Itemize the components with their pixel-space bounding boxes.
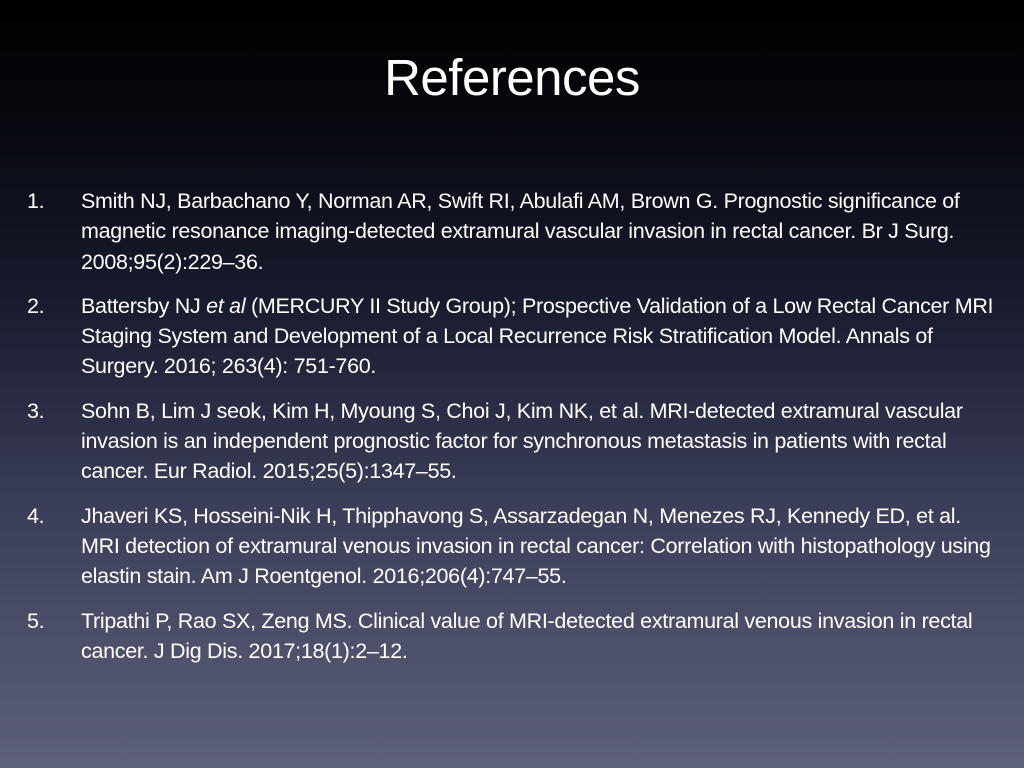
reference-item-4 [0,501,1024,592]
reference-text: Tripathi P, Rao SX, Zeng MS. Clinical value of MRI-detected extramural venous invasion in rectal cancer. J Dig Dis. 2017;18(1):2–12. [81,608,973,663]
reference-list [0,186,1024,680]
reference-item-2 [0,291,1024,382]
reference-text-italic: et al [206,293,246,318]
slide-title: References [384,49,640,106]
reference-item-1 [0,186,1024,277]
reference-item-3 [0,396,1024,487]
reference-number: 1. [27,189,45,213]
reference-number: 3. [27,398,45,423]
reference-number: 5. [27,608,45,633]
reference-text-start: Battersby NJ [81,293,207,318]
reference-text [81,294,993,379]
reference-text: Smith NJ, Barbachano Y, Norman AR, Swift RI, Abulafi AM, Brown G. Prognostic significance of magnetic resonance imaging-detected extramural vascular invasion in rectal cancer. Br J Surg. 2008;95(2):229–36. [81,189,960,274]
reference-text: Jhaveri KS, Hosseini-Nik H, Thipphavong S, Assarzadegan N, Menezes RJ, Kennedy ED, et al. MRI detection of extramural venous invasion in rectal cancer: Correlation with histopathology using elastin stain. Am J Roentgenol. 2016;206(4):747–55. [81,503,991,589]
reference-text-end: (MERCURY II Study Group); Prospective Validation of a Low Rectal Cancer MRI Staging System and Development of a Local Recurrence Risk Stratification Model. Annals of Surgery. 2016; 263(4): 751-760. [81,293,994,379]
reference-text: Sohn B, Lim J seok, Kim H, Myoung S, Choi J, Kim NK, et al. MRI-detected extramural vascular invasion is an independent prognostic factor for synchronous metastasis in patients with rectal cancer. Eur Radiol. 2015;25(5):1347–55. [81,398,963,484]
reference-number: 4. [27,503,45,528]
reference-number: 2. [27,293,45,318]
reference-item-5 [0,606,1024,667]
